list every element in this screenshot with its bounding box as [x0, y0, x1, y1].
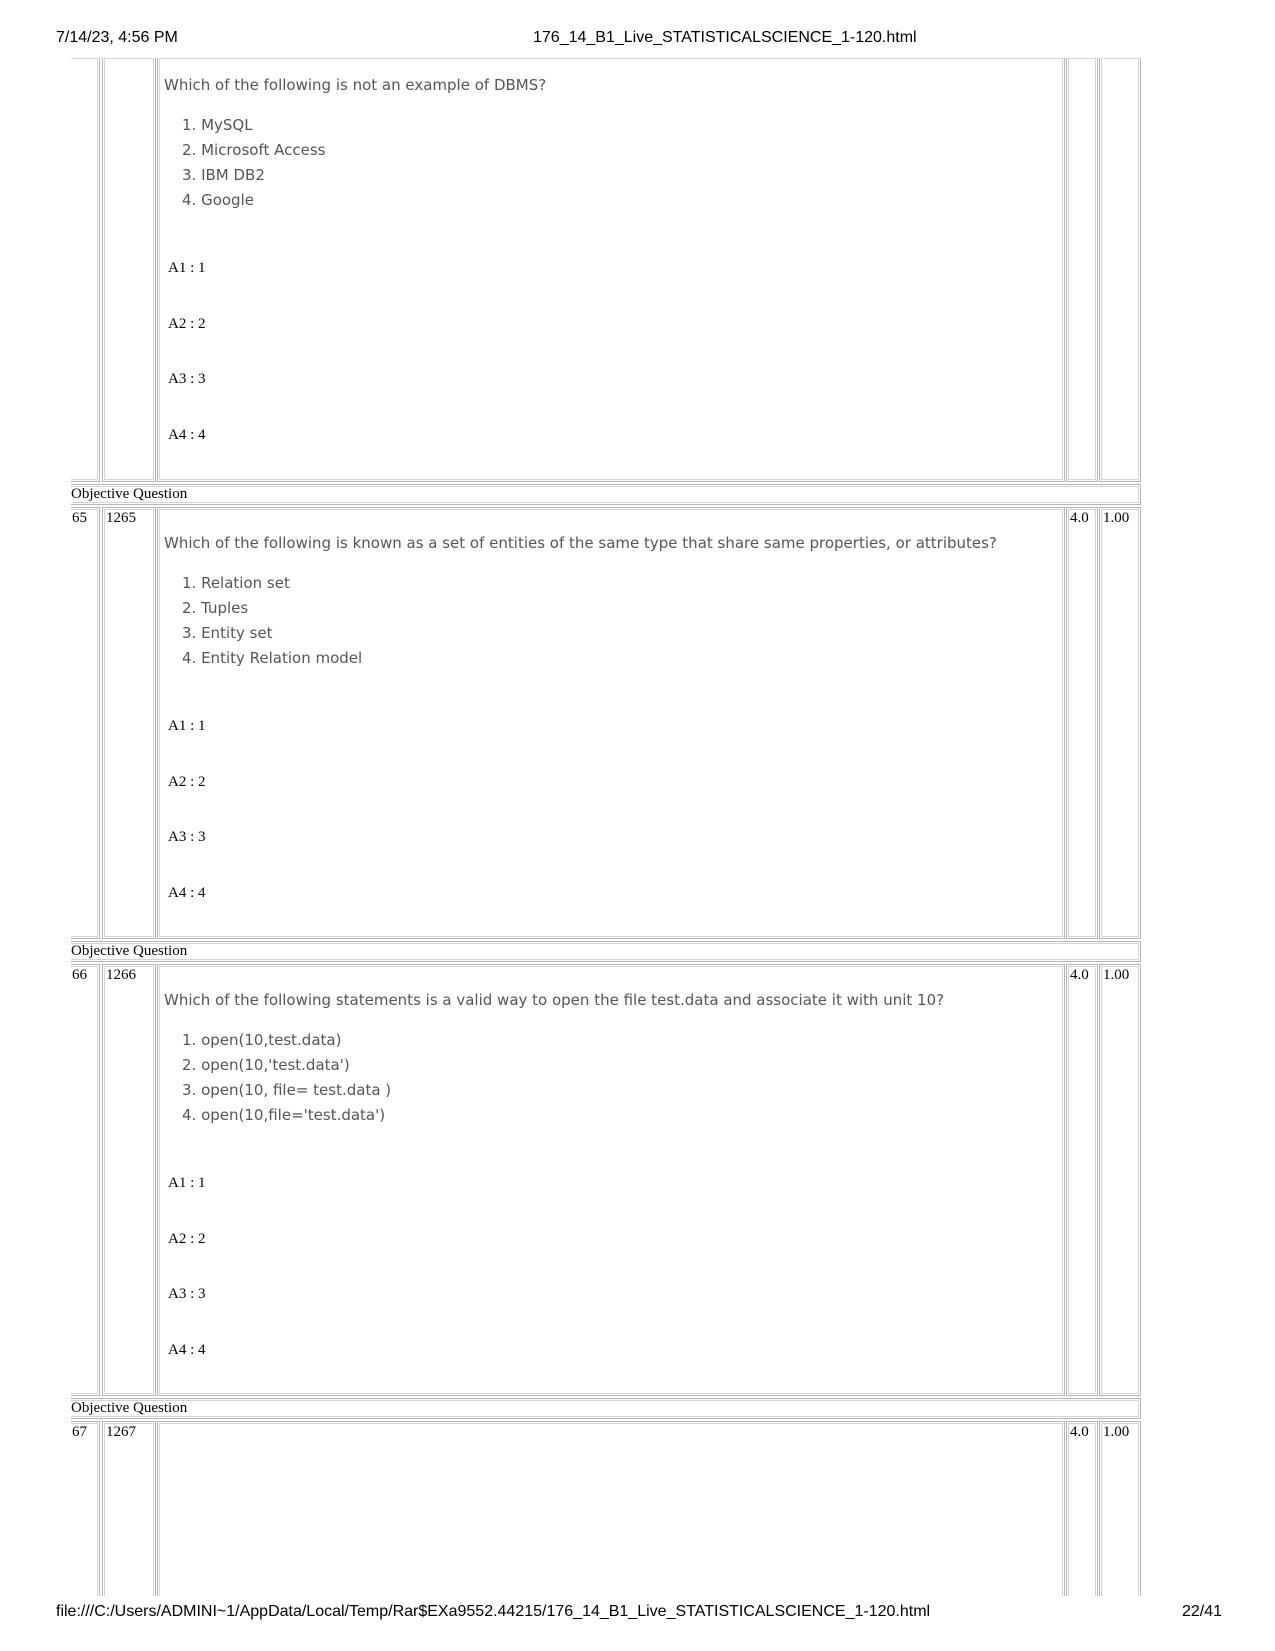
- marks-cell: [1066, 58, 1098, 482]
- marks-value: 4.0: [1070, 510, 1089, 526]
- question-cell: [157, 58, 1065, 482]
- question-type-label: [71, 484, 1141, 505]
- serial-number: 67: [72, 1424, 87, 1440]
- answer-key: A2 : 2: [168, 1231, 206, 1247]
- sno-cell: [71, 507, 100, 939]
- option-list: [182, 1028, 391, 1128]
- option-item: 3. Entity set: [182, 624, 273, 642]
- question-cell: [157, 507, 1065, 939]
- option-list: [182, 113, 325, 213]
- question-type-text: Objective Question: [71, 943, 188, 959]
- negative-cell: [1099, 964, 1141, 1396]
- answer-key: A4 : 4: [168, 885, 206, 901]
- answer-key: A3 : 3: [168, 829, 206, 845]
- page-number: 22/41: [1181, 1603, 1222, 1620]
- question-text: Which of the following is not an example of DBMS?: [164, 76, 547, 94]
- option-item: 1. Relation set: [182, 574, 290, 592]
- negative-cell: [1099, 1421, 1141, 1596]
- question-table: [71, 58, 1205, 1596]
- qid-cell: [102, 964, 156, 1396]
- serial-number: 66: [72, 967, 87, 983]
- option-item: 1. open(10,test.data): [182, 1031, 342, 1049]
- marks-value: 4.0: [1070, 967, 1089, 983]
- question-type-text: Objective Question: [71, 1400, 188, 1416]
- answer-key: A3 : 3: [168, 371, 206, 387]
- qid-cell: [102, 1421, 156, 1596]
- option-item: 2. Tuples: [182, 599, 249, 617]
- negative-marks-value: 1.00: [1103, 1424, 1130, 1440]
- marks-cell: [1066, 507, 1098, 939]
- answer-key: A2 : 2: [168, 774, 206, 790]
- option-list: [182, 571, 362, 671]
- question-type-label: [71, 1398, 1141, 1419]
- question-text: Which of the following is known as a set of entities of the same type that share same properties, or attributes?: [164, 534, 997, 552]
- question-cell: [157, 1421, 1065, 1596]
- qid-cell: [102, 507, 156, 939]
- print-footer: [0, 1598, 1275, 1638]
- negative-marks-value: 1.00: [1103, 510, 1130, 526]
- option-item: 2. open(10,'test.data'): [182, 1056, 350, 1074]
- question-type-label: [71, 941, 1141, 962]
- sno-cell: [71, 58, 100, 482]
- qid-cell: [102, 58, 156, 482]
- marks-value: 4.0: [1070, 1424, 1089, 1440]
- question-text: Which of the following statements is a valid way to open the file test.data and associate it with unit 10?: [164, 991, 945, 1009]
- option-item: 4. open(10,file='test.data'): [182, 1106, 386, 1124]
- answer-key: A4 : 4: [168, 427, 206, 443]
- question-id: 1265: [106, 510, 136, 526]
- sno-cell: [71, 1421, 100, 1596]
- negative-cell: [1099, 58, 1141, 482]
- marks-cell: [1066, 964, 1098, 1396]
- sno-cell: [71, 964, 100, 1396]
- answer-key: A3 : 3: [168, 1286, 206, 1302]
- negative-marks-value: 1.00: [1103, 967, 1130, 983]
- print-header: [0, 0, 1275, 46]
- question-type-text: Objective Question: [71, 486, 188, 502]
- answer-key: A1 : 1: [168, 718, 206, 734]
- print-datetime: 7/14/23, 4:56 PM: [56, 29, 178, 46]
- question-cell: [157, 964, 1065, 1396]
- marks-cell: [1066, 1421, 1098, 1596]
- negative-cell: [1099, 507, 1141, 939]
- answer-key: A1 : 1: [168, 260, 206, 276]
- serial-number: 65: [72, 510, 87, 526]
- option-item: 4. Entity Relation model: [182, 649, 363, 667]
- answer-key: A2 : 2: [168, 316, 206, 332]
- print-doc-title: 176_14_B1_Live_STATISTICALSCIENCE_1-120.html: [533, 29, 917, 46]
- option-item: 4. Google: [182, 191, 254, 209]
- answer-key: A4 : 4: [168, 1342, 206, 1358]
- file-path: file:///C:/Users/ADMINI~1/AppData/Local/Temp/Rar$EXa9552.44215/176_14_B1_Live_STATISTICALSCIENCE_1-120.html: [56, 1603, 931, 1620]
- option-item: 3. open(10, file= test.data ): [182, 1081, 392, 1099]
- question-id: 1266: [106, 967, 136, 983]
- answer-key: A1 : 1: [168, 1175, 206, 1191]
- question-id: 1267: [106, 1424, 136, 1440]
- option-item: 1. MySQL: [182, 116, 253, 134]
- option-item: 3. IBM DB2: [182, 166, 265, 184]
- option-item: 2. Microsoft Access: [182, 141, 326, 159]
